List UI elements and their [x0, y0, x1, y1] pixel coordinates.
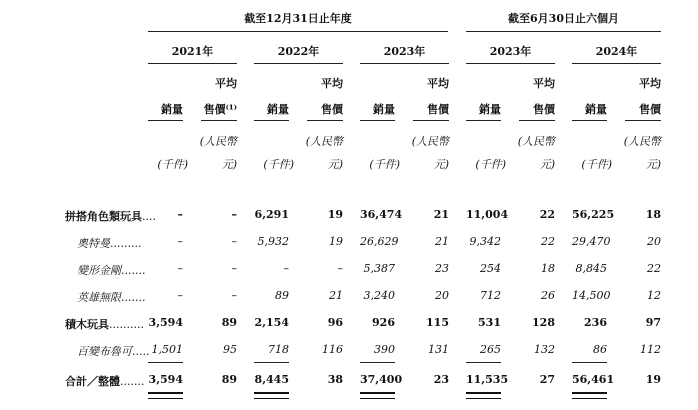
leader-dots: .....: [132, 345, 150, 358]
table-cell: 3,240: [363, 289, 395, 302]
row-label-wrap: [77, 289, 145, 305]
price-label: 售價: [533, 103, 555, 116]
period-header: 2022年: [277, 45, 320, 58]
volume-label: 銷量: [161, 103, 183, 116]
table-cell: 115: [426, 316, 449, 329]
table-cell: 236: [584, 316, 607, 329]
table-cell: 1,501: [151, 343, 183, 356]
table-cell: –: [231, 262, 237, 275]
divider: [148, 120, 183, 121]
price-unit: (人民幣: [411, 135, 449, 148]
volume-label: 銷量: [267, 103, 289, 116]
table-cell: 19: [329, 235, 343, 248]
divider: [254, 120, 289, 121]
volume-unit: (千件): [369, 158, 400, 171]
table-cell: 531: [478, 316, 501, 329]
leader-dots: .......: [120, 375, 145, 388]
table-cell: 6,291: [254, 208, 289, 221]
price-unit: 元): [433, 158, 449, 171]
table-cell: –: [337, 262, 343, 275]
table-cell: 27: [539, 373, 555, 386]
table-cell: 926: [372, 316, 395, 329]
row-label: 奧特曼: [77, 237, 110, 250]
table-cell: 12: [647, 289, 661, 302]
table-cell: 23: [435, 262, 449, 275]
table-cell: –: [231, 289, 237, 302]
leader-dots: .......: [121, 264, 146, 277]
table-cell: 14,500: [572, 289, 611, 302]
table-cell: 132: [534, 343, 555, 356]
total-double-rule: [572, 392, 607, 399]
period-header: 2023年: [489, 45, 532, 58]
divider: [413, 120, 449, 121]
row-label-wrap: [65, 316, 144, 332]
table-cell: 21: [435, 235, 449, 248]
avg-label: 平均: [427, 77, 449, 90]
subtotal-rule: [148, 362, 183, 363]
price-unit: 元): [645, 158, 661, 171]
volume-unit: (千件): [263, 158, 294, 171]
table-cell: 265: [480, 343, 501, 356]
avg-label: 平均: [533, 77, 555, 90]
price-unit: 元): [221, 158, 237, 171]
row-label-wrap: [77, 235, 141, 251]
table-cell: 20: [647, 235, 661, 248]
table-cell: 22: [647, 262, 661, 275]
table-cell: 9,342: [469, 235, 501, 248]
table-cell: 86: [593, 343, 607, 356]
total-double-rule: [148, 392, 183, 399]
table-cell: –: [231, 208, 237, 221]
price-unit: 元): [539, 158, 555, 171]
avg-label: 平均: [215, 77, 237, 90]
table-cell: –: [177, 289, 183, 302]
divider: [519, 120, 555, 121]
table-cell: 3,594: [148, 316, 183, 329]
table-cell: 8,845: [575, 262, 607, 275]
period-header: 2024年: [595, 45, 638, 58]
table-cell: 95: [223, 343, 237, 356]
table-cell: –: [283, 262, 289, 275]
row-label: 英雄無限: [77, 291, 121, 304]
price-unit: (人民幣: [517, 135, 555, 148]
table-cell: 18: [541, 262, 555, 275]
price-label: 售價: [427, 103, 449, 116]
row-label-wrap: [65, 208, 156, 224]
table-cell: 26,629: [360, 235, 399, 248]
divider: [466, 31, 661, 32]
table-cell: 718: [268, 343, 289, 356]
table-cell: 3,594: [148, 373, 183, 386]
table-cell: 89: [221, 373, 237, 386]
price-unit: (人民幣: [305, 135, 343, 148]
table-cell: 116: [322, 343, 343, 356]
table-cell: –: [177, 208, 183, 221]
period-header: 2021年: [171, 45, 214, 58]
group-header-interim: 截至6月30日止六個月: [508, 12, 619, 25]
volume-label: 銷量: [479, 103, 501, 116]
table-cell: 712: [480, 289, 501, 302]
table-cell: 29,470: [572, 235, 611, 248]
divider: [360, 63, 449, 64]
volume-label: 銷量: [585, 103, 607, 116]
table-cell: 26: [541, 289, 555, 302]
total-double-rule: [360, 392, 395, 399]
row-label: 積木玩具: [65, 318, 109, 331]
table-cell: 131: [428, 343, 449, 356]
table-cell: 18: [645, 208, 661, 221]
table-cell: 19: [327, 208, 343, 221]
avg-label: 平均: [321, 77, 343, 90]
table-cell: 36,474: [360, 208, 403, 221]
row-label: 變形金剛: [77, 264, 121, 277]
price-unit: (人民幣: [623, 135, 661, 148]
leader-dots: ....: [142, 210, 156, 223]
row-label-wrap: [77, 262, 145, 278]
volume-unit: (千件): [475, 158, 506, 171]
volume-unit: (千件): [581, 158, 612, 171]
row-label-wrap: [65, 373, 144, 389]
table-cell: 5,932: [257, 235, 289, 248]
divider: [466, 120, 501, 121]
table-cell: 8,445: [254, 373, 289, 386]
price-label: 售價: [321, 103, 343, 116]
price-unit: (人民幣: [199, 135, 237, 148]
table-cell: 23: [433, 373, 449, 386]
table-cell: 22: [539, 208, 555, 221]
table-cell: 37,400: [360, 373, 403, 386]
table-cell: 2,154: [254, 316, 289, 329]
divider: [572, 120, 607, 121]
table-cell: –: [177, 235, 183, 248]
divider: [148, 31, 448, 32]
subtotal-rule: [360, 362, 395, 363]
table-cell: 20: [435, 289, 449, 302]
table-cell: –: [231, 235, 237, 248]
period-header: 2023年: [383, 45, 426, 58]
row-label-wrap: [77, 343, 149, 359]
row-label: 拼搭角色類玩具: [65, 210, 142, 223]
leader-dots: .........: [110, 237, 142, 250]
table-cell: 21: [433, 208, 449, 221]
table-cell: 89: [275, 289, 289, 302]
table-cell: 97: [645, 316, 661, 329]
divider: [572, 63, 661, 64]
avg-label: 平均: [639, 77, 661, 90]
volume-label: 銷量: [373, 103, 395, 116]
subtotal-rule: [254, 362, 289, 363]
volume-unit: (千件): [157, 158, 188, 171]
table-cell: 5,387: [363, 262, 395, 275]
table-cell: 56,461: [572, 373, 615, 386]
table-cell: 11,535: [466, 373, 509, 386]
table-cell: 11,004: [466, 208, 509, 221]
table-cell: 96: [327, 316, 343, 329]
table-cell: 56,225: [572, 208, 615, 221]
price-label: 售價⁽¹⁾: [203, 103, 237, 116]
total-double-rule: [254, 392, 289, 399]
table-cell: 128: [532, 316, 555, 329]
leader-dots: ..........: [109, 318, 144, 331]
divider: [148, 63, 237, 64]
subtotal-rule: [572, 362, 607, 363]
row-label: 百變布魯可: [77, 345, 132, 358]
price-unit: 元): [327, 158, 343, 171]
subtotal-rule: [466, 362, 501, 363]
table-cell: 89: [221, 316, 237, 329]
price-label: 售價: [639, 103, 661, 116]
total-double-rule: [466, 392, 501, 399]
divider: [360, 120, 395, 121]
group-header-annual: 截至12月31日止年度: [244, 12, 352, 25]
divider: [466, 63, 555, 64]
leader-dots: .......: [121, 291, 146, 304]
divider: [307, 120, 343, 121]
table-cell: 38: [327, 373, 343, 386]
table-cell: 19: [645, 373, 661, 386]
divider: [254, 63, 343, 64]
divider: [625, 120, 661, 121]
table-cell: 390: [374, 343, 395, 356]
row-label: 合計／整體: [65, 375, 120, 388]
table-cell: –: [177, 262, 183, 275]
table-cell: 22: [541, 235, 555, 248]
divider: [201, 120, 237, 121]
table-cell: 254: [480, 262, 501, 275]
table-cell: 112: [640, 343, 661, 356]
table-cell: 21: [329, 289, 343, 302]
